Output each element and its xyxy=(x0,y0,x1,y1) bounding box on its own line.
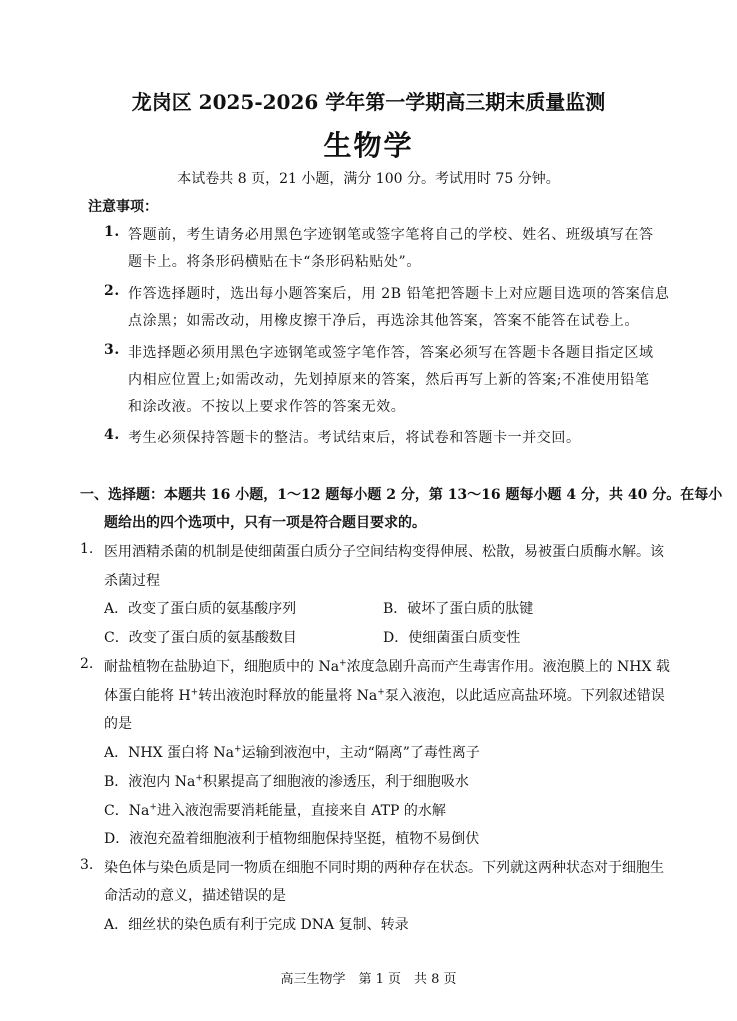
note-number: 3. xyxy=(104,342,120,358)
note-number: 4. xyxy=(104,427,120,443)
option-a: A．细丝状的染色质有利于完成 DNA 复制、转录 xyxy=(104,917,409,933)
question-number: 2. xyxy=(80,656,94,672)
note-number: 1. xyxy=(104,224,120,240)
option-b: B．液泡内 Na+积累提高了细胞液的渗透压，利于细胞吸水 xyxy=(104,773,469,790)
subject-title: 生物学 xyxy=(323,129,414,162)
question-stem: 染色体与染色质是同一物质在细胞不同时期的两种存在状态。下列就这两种状态对于细胞生 xyxy=(104,860,664,876)
option-a: A．改变了蛋白质的氨基酸序列 xyxy=(104,601,297,617)
question-stem: 的是 xyxy=(104,716,132,732)
question-stem: 医用酒精杀菌的机制是使细菌蛋白质分子空间结构变得伸展、松散，易被蛋白质酶水解。该 xyxy=(104,544,664,560)
note-line: 非选择题必须用黑色字迹钢笔或签字笔作答，答案必须写在答题卡各题目指定区域 xyxy=(128,345,654,361)
question-stem: 命活动的意义，描述错误的是 xyxy=(104,888,286,904)
section-heading-line: 题给出的四个选项中，只有一项是符合题目要求的。 xyxy=(104,515,426,531)
option-d: D．液泡充盈着细胞液利于植物细胞保持坚挺，植物不易倒伏 xyxy=(104,831,480,847)
option-a: A．NHX 蛋白将 Na+运输到液泡中，主动“隔离”了毒性离子 xyxy=(104,744,480,761)
notes-heading: 注意事项： xyxy=(88,199,158,215)
section-heading-line: 一、选择题：本题共 16 小题，1～12 题每小题 2 分，第 13～16 题每小题 4 分，共 40 分。在每小 xyxy=(80,487,723,503)
note-line: 点涂黑；如需改动，用橡皮擦干净后，再选涂其他答案，答案不能答在试卷上。 xyxy=(128,313,639,329)
note-line: 和涂改液。不按以上要求作答的答案无效。 xyxy=(128,399,406,415)
note-line: 内相应位置上;如需改动，先划掉原来的答案，然后再写上新的答案;不准使用铅笔 xyxy=(128,372,650,388)
question-number: 1. xyxy=(80,541,94,557)
question-number: 3. xyxy=(80,857,94,873)
note-line: 作答选择题时，选出每小题答案后，用 2B 铅笔把答题卡上对应题目选项的答案信息 xyxy=(128,286,670,302)
question-stem: 杀菌过程 xyxy=(104,573,160,589)
exam-title: 龙岗区 2025-2026 学年第一学期高三期末质量监测 xyxy=(131,90,606,114)
question-stem: 耐盐植物在盐胁迫下，细胞质中的 Na+浓度急剧升高而产生毒害作用。液泡膜上的 NHX 载 xyxy=(104,658,670,675)
question-stem: 体蛋白能将 H+转出液泡时释放的能量将 Na+泵入液泡，以此适应高盐环境。下列叙述错误 xyxy=(104,687,665,704)
note-line: 答题前，考生请务必用黑色字迹钢笔或签字笔将自己的学校、姓名、班级填写在答 xyxy=(128,227,654,243)
page-footer: 高三生物学 第 1 页 共 8 页 xyxy=(280,972,457,987)
option-b: B．破坏了蛋白质的肽键 xyxy=(383,601,534,617)
note-line: 考生必须保持答题卡的整洁。考试结束后，将试卷和答题卡一并交回。 xyxy=(128,430,581,446)
option-d: D．使细菌蛋白质变性 xyxy=(383,630,521,646)
option-c: C．改变了蛋白质的氨基酸数目 xyxy=(104,630,297,646)
note-line: 题卡上。将条形码横贴在卡“条形码粘贴处”。 xyxy=(128,254,421,270)
exam-meta: 本试卷共 8 页，21 小题，满分 100 分。考试用时 75 分钟。 xyxy=(177,171,560,187)
note-number: 2. xyxy=(104,283,120,299)
option-c: C．Na+进入液泡需要消耗能量，直接来自 ATP 的水解 xyxy=(104,802,446,819)
